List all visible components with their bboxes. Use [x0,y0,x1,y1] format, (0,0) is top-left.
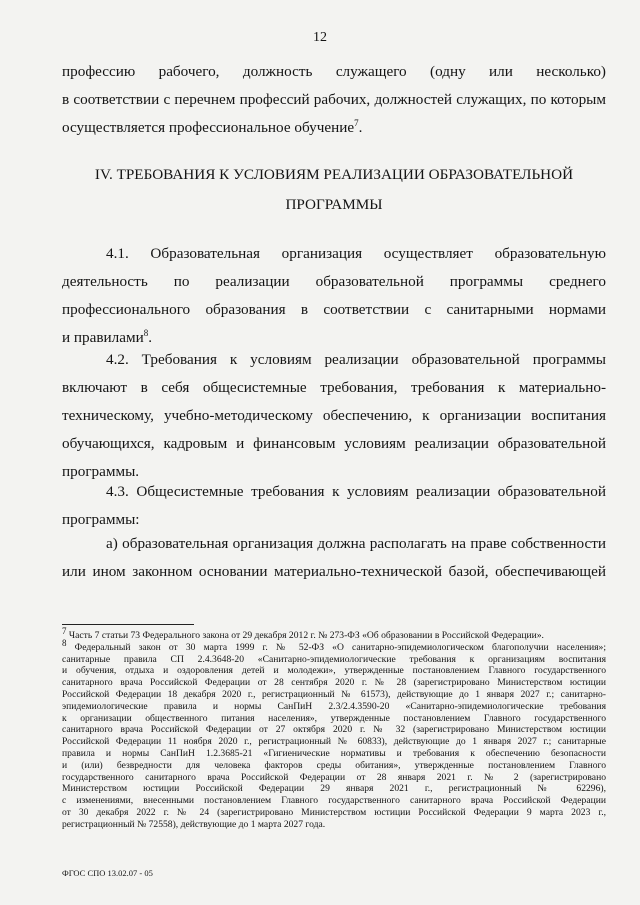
paragraph-a [62,530,606,586]
text-line: деятельность по реализации образовательной программы среднего [62,273,606,290]
continuation-paragraph [62,58,606,142]
footnote-line: государственного санитарного врача Российской Федерации от 28 января 2021 г. № 2 (зарегистрировано [62,771,606,783]
paragraph-4-2 [62,346,606,486]
text-line: программы: [62,511,140,528]
footnote-line: санитарного врача Российской Федерации от 27 октября 2020 г. № 32 (зарегистрировано Министерством юстиции [62,724,606,736]
page-number: 12 [313,30,327,45]
footnote-line: Министерством юстиции Российской Федерации 29 января 2021 г., регистрационный № 62296), [62,783,606,795]
text-line: профессию рабочего, должность служащего (одну или несколько) [62,63,606,80]
text-line: 4.1. Образовательная организация осуществляет образовательную [106,245,606,262]
text-line: профессионального образования в соответствии с санитарными нормами [62,301,606,318]
text-line: техническому, учебно-методическому обеспечению, к организации воспитания [62,407,606,424]
text-line: осуществляется профессиональное обучение$^7$. [62,117,363,136]
section-heading [62,160,606,220]
footnote-line: санитарные правила СП 2.4.3648-20 «Санитарно-эпидемиологические требования к организациям воспитания [62,653,606,665]
heading-line: IV. ТРЕБОВАНИЯ К УСЛОВИЯМ РЕАЛИЗАЦИИ ОБРАЗОВАТЕЛЬНОЙ [94,166,574,183]
footnote-ref[interactable]: 7 [354,117,359,128]
text-line: 4.2. Требования к условиям реализации образовательной программы [106,351,606,368]
footnote-line: Российской Федерации 11 ноября 2020 г., регистрационный № 60833), действующие до 1 января 2027 г.; санитарные [62,736,606,748]
footnote-divider [62,624,194,625]
footnote-ref[interactable]: 8 [143,327,149,338]
footnote-line: и обучения, отдыха и оздоровления детей и молодежи», утвержденные постановлением Главного государственного [62,665,606,677]
text-line: и правилами$^8$. [62,327,153,346]
text-line: программы. [62,463,140,480]
footnote-line: Российской Федерации 18 декабря 2020 г., регистрационный № 61573), действующие до 1 января 2027 г.; санитарно- [62,688,606,700]
footnote-8: $^8$ Федеральный закон от 30 марта 1999 г. № 52-ФЗ «О санитарно-эпидемиологическом благополучии населения»; [62,637,606,653]
text-line: а) образовательная организация должна располагать на праве собственности [106,535,606,552]
text-line: обучающихся, кадровым и финансовым условиям реализации образовательной [62,435,606,452]
text-line: включают в себя общесистемные требования, требования к материально- [62,379,606,396]
footnote-line: к организации общественного питания населения», утвержденные постановлением Главного государственного [62,712,606,724]
footnotes [62,625,606,831]
footnote-line: с изменениями, внесенными постановлением Главного государственного санитарного врача Российской Федерации [62,795,606,807]
footnote-line: правила и нормы СанПиН 1.2.3685-21 «Гигиенические нормативы и требования к обеспечению безопасности [62,747,606,759]
footnote-line: эпидемиологические правила и нормы СанПиН 2.3/2.4.3590-20 «Санитарно-эпидемиологические требования [62,700,606,712]
footnote-line: регистрационный № 72558), действующие до 1 марта 2027 года. [62,818,326,830]
text-line: в соответствии с перечнем профессий рабочих, должностей служащих, по которым [62,91,606,108]
text-line: 4.3. Общесистемные требования к условиям реализации образовательной [106,483,606,500]
text-line: или ином законном основании материально-технической базой, обеспечивающей [62,563,606,580]
footnote-line: санитарного врача Российской Федерации от 28 сентября 2020 г. № 28 (зарегистрировано Министерством юстиции [62,677,606,689]
paragraph-4-1 [62,240,606,352]
document-code: ФГОС СПО 13.02.07 - 05 [62,868,153,878]
footnote-line: и (или) безвредности для человека факторов среды обитания», утвержденные постановлением Главного [62,759,606,771]
footnote-line: от 30 декабря 2022 г. № 24 (зарегистрировано Министерством юстиции Российской Федерации 9 марта 2023 г., [62,806,606,818]
heading-line: ПРОГРАММЫ [285,196,383,213]
paragraph-4-3 [62,478,606,534]
footnote-7: $^7$ Часть 7 статьи 73 Федерального закона от 29 декабря 2012 г. № 273-ФЗ «Об образовании в Российской Федерации». [62,625,544,641]
